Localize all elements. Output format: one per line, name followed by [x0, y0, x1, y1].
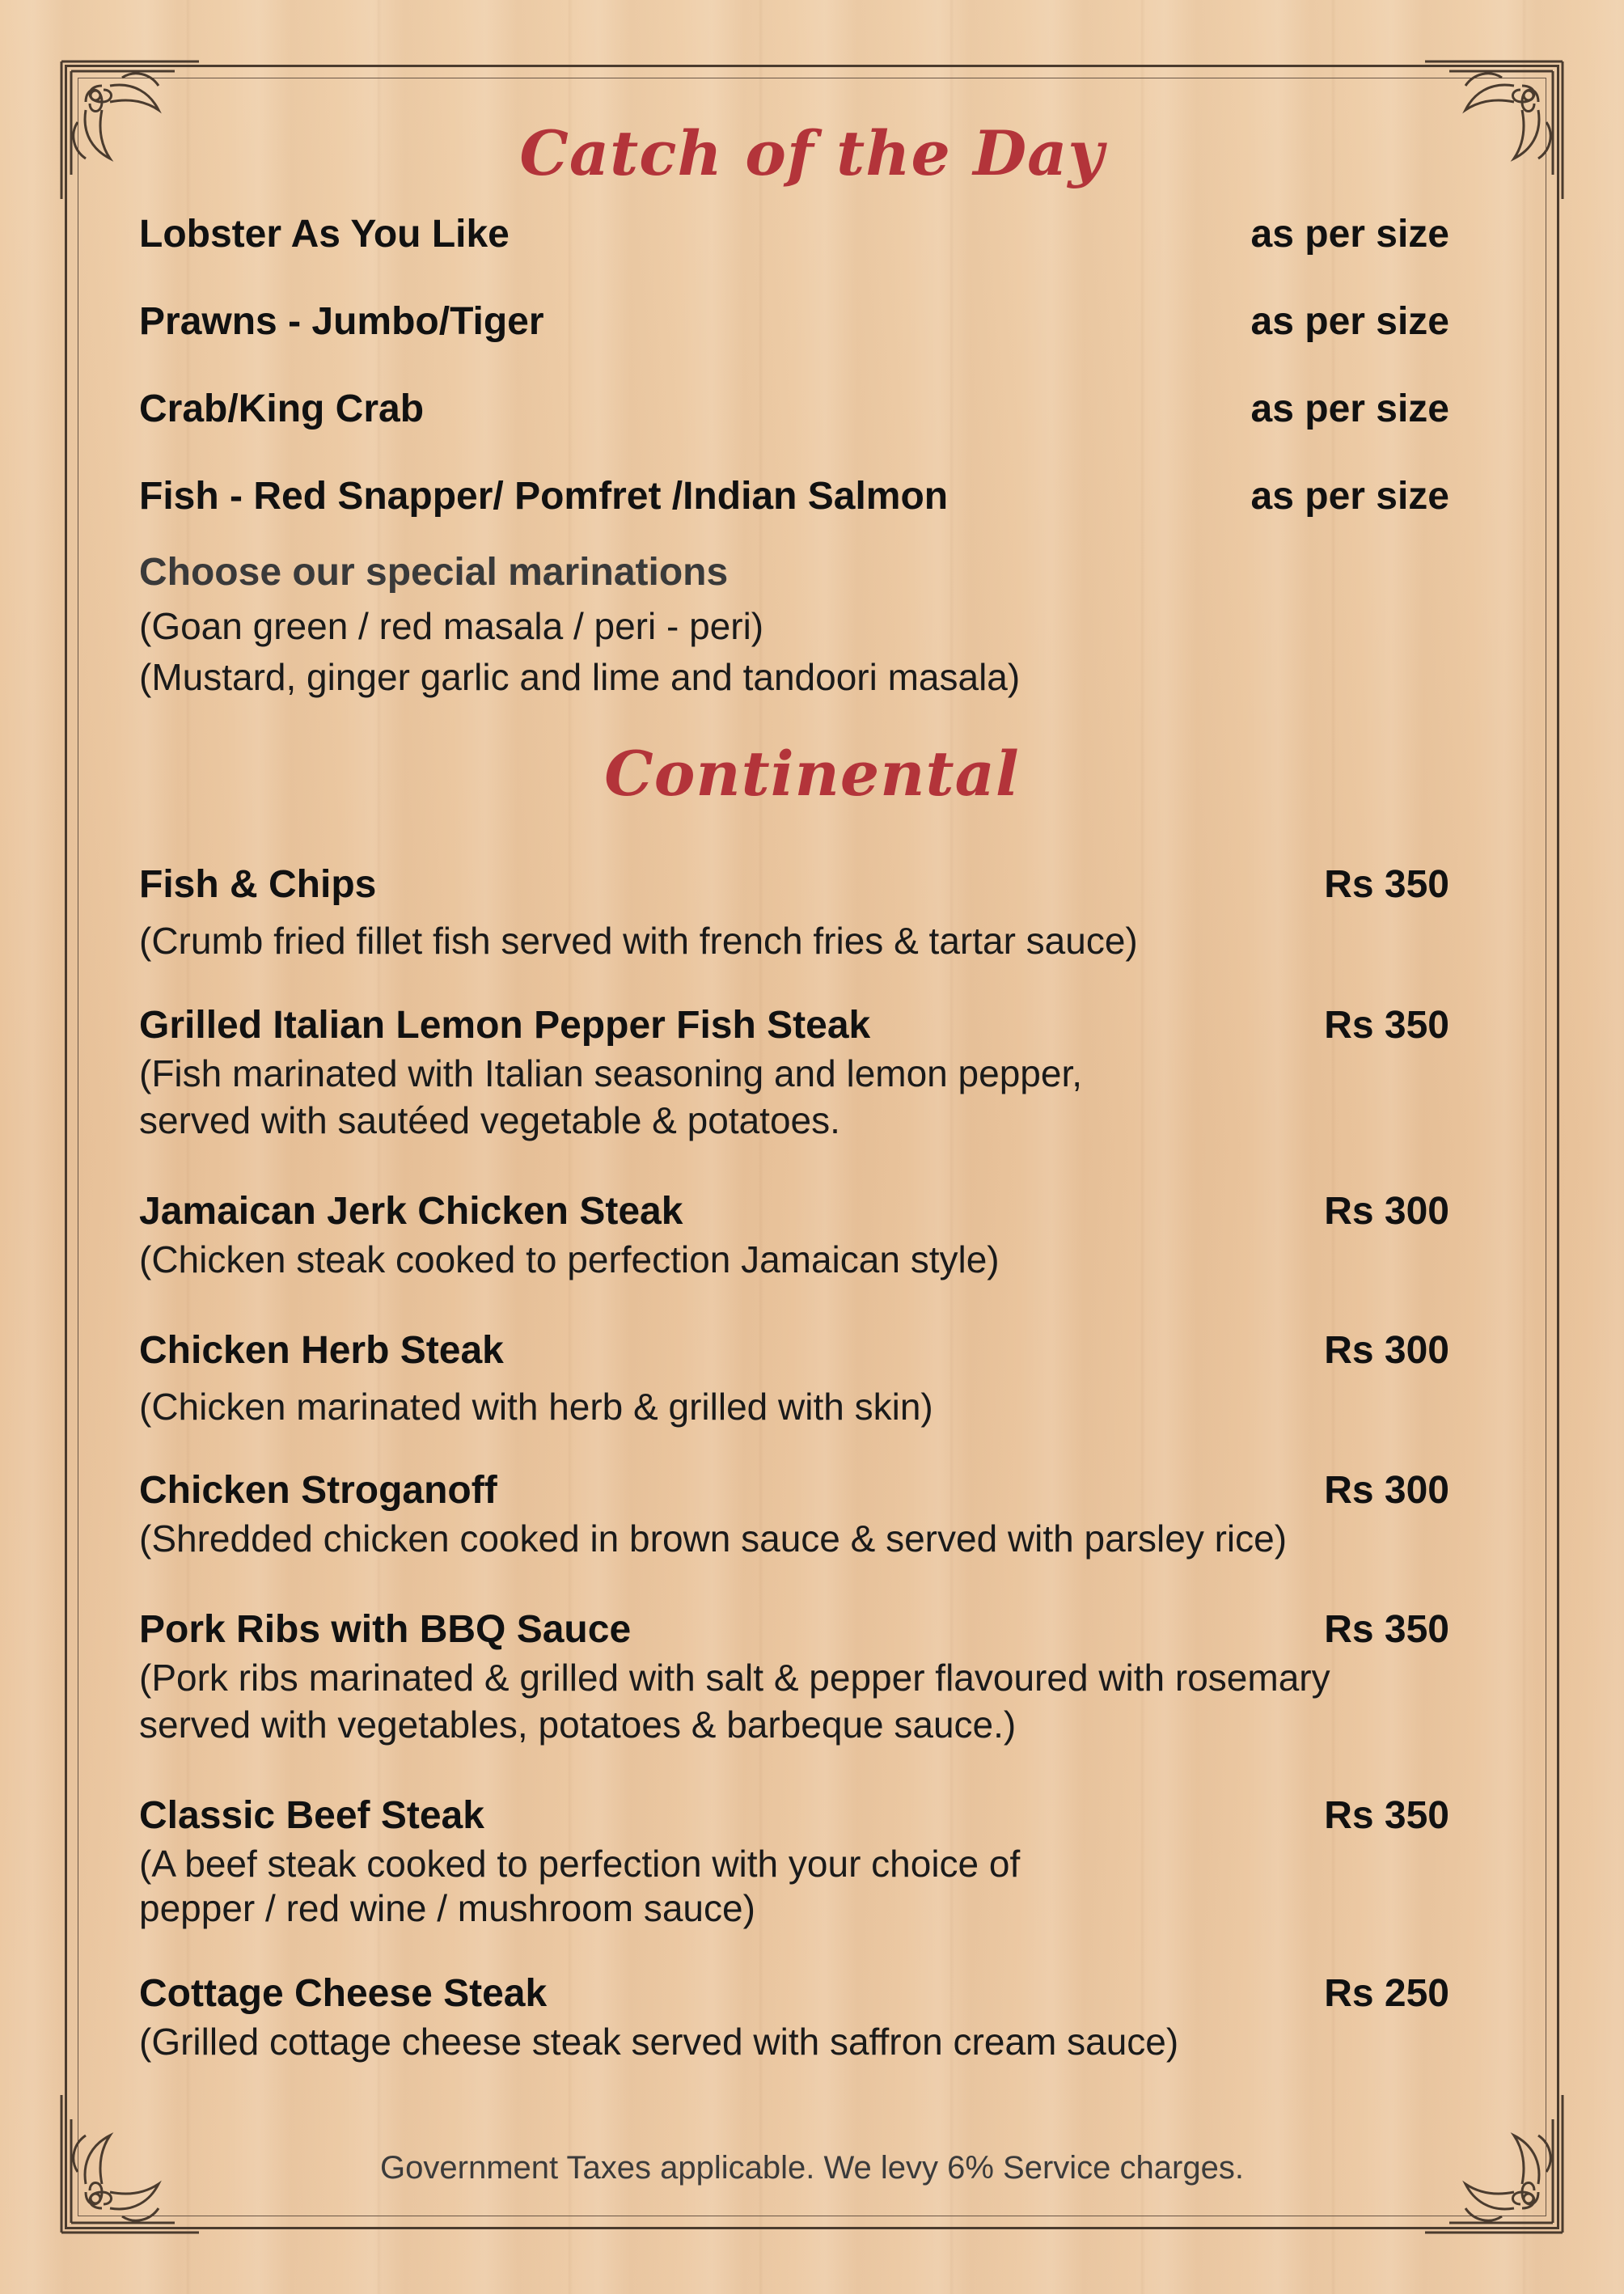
menu-item [139, 1003, 1449, 1048]
item-description: (Shredded chicken cooked in brown sauce & served with parsley rice) [139, 1517, 1288, 1560]
item-name: Classic Beef Steak [139, 1794, 484, 1837]
item-name: Lobster As You Like [139, 213, 510, 256]
item-description: (Crumb fried fillet fish served with french fries & tartar sauce) [139, 920, 1138, 962]
section-title-continental: Continental [604, 738, 1020, 810]
item-price: Rs 300 [1324, 1469, 1449, 1512]
item-description: (Pork ribs marinated & grilled with salt & pepper flavoured with rosemary [139, 1657, 1330, 1699]
item-price: Rs 350 [1324, 1004, 1449, 1047]
item-price: Rs 250 [1324, 1972, 1449, 2015]
item-name: Chicken Stroganoff [139, 1469, 497, 1512]
menu-item [139, 1971, 1449, 2016]
menu-item [139, 474, 1449, 518]
item-price: Rs 350 [1324, 1794, 1449, 1837]
marinations-heading: Choose our special marinations [139, 551, 729, 594]
item-description: (Fish marinated with Italian seasoning and lemon pepper, [139, 1052, 1083, 1094]
footer-note: Government Taxes applicable. We levy 6% Service charges. [380, 2150, 1244, 2186]
item-name: Chicken Herb Steak [139, 1329, 504, 1372]
menu-item [139, 1328, 1449, 1373]
item-name: Pork Ribs with BBQ Sauce [139, 1608, 632, 1651]
item-price: as per size [1250, 387, 1449, 430]
item-description: (Chicken steak cooked to perfection Jamaican style) [139, 1238, 1000, 1280]
item-description: served with vegetables, potatoes & barbeque sauce.) [139, 1704, 1017, 1746]
item-price: Rs 300 [1324, 1329, 1449, 1372]
item-name: Fish - Red Snapper/ Pomfret /Indian Salmon [139, 475, 949, 518]
item-description: (A beef steak cooked to perfection with your choice of [139, 1843, 1021, 1885]
item-description: (Grilled cottage cheese steak served with saffron cream sauce) [139, 2021, 1179, 2063]
item-price: Rs 350 [1324, 863, 1449, 906]
item-name: Crab/King Crab [139, 387, 425, 430]
item-price: as per size [1250, 475, 1449, 518]
item-name: Fish & Chips [139, 863, 377, 906]
item-name: Jamaican Jerk Chicken Steak [139, 1190, 683, 1233]
item-name: Grilled Italian Lemon Pepper Fish Steak [139, 1004, 871, 1047]
item-price: Rs 350 [1324, 1608, 1449, 1651]
menu-item [139, 1607, 1449, 1652]
menu-item [139, 212, 1449, 256]
marination-line: (Goan green / red masala / peri - peri) [139, 605, 764, 647]
item-description: pepper / red wine / mushroom sauce) [139, 1887, 755, 1929]
item-price: Rs 300 [1324, 1190, 1449, 1233]
item-price: as per size [1250, 213, 1449, 256]
item-description: (Chicken marinated with herb & grilled with skin) [139, 1386, 933, 1428]
item-description: served with sautéed vegetable & potatoes. [139, 1099, 840, 1141]
menu-item [139, 1468, 1449, 1513]
menu-item [139, 299, 1449, 344]
menu-item [139, 1793, 1449, 1838]
menu-item [139, 1189, 1449, 1234]
section-title-catch: Catch of the Day [519, 117, 1105, 189]
menu-item [139, 862, 1449, 907]
marination-line: (Mustard, ginger garlic and lime and tandoori masala) [139, 656, 1021, 698]
item-name: Prawns - Jumbo/Tiger [139, 300, 544, 343]
menu-item [139, 387, 1449, 431]
item-name: Cottage Cheese Steak [139, 1972, 548, 2015]
item-price: as per size [1250, 300, 1449, 343]
